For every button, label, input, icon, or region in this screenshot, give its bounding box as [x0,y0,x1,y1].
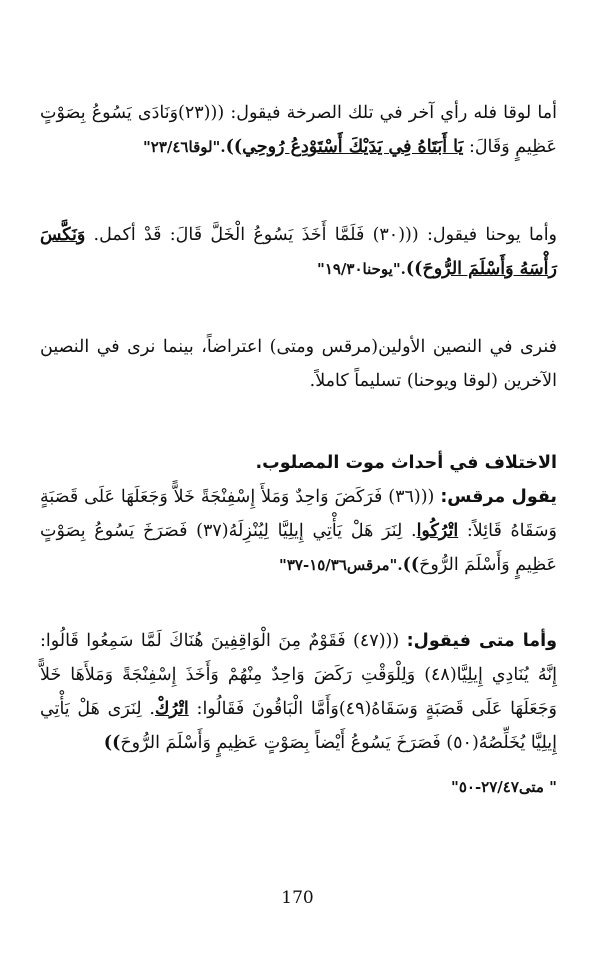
matthew-verse: (٤٧) فَقَوْمٌ مِنَ الْوَاقِفِينَ هُنَاكَ لَمَّا سَمِعُوا قَالُوا: إِنَّهُ يُنَادِي إِيلِيَّا(٤٨) وَلِلْوَقْتِ رَكَضَ وَاحِدٌ مِنْهُمْ وَأَخَذَ إِسْفِنْجَةً وَمَلأَهَا خَلاًّ وَجَعَلَهَا عَلَى قَصَبَةٍ وَسَقَاهُ(٤٩)وَأَمَّا الْبَاقُونَ فَقَالُوا: [40,631,558,719]
mark-speaker: يقول مرقس: [440,487,557,507]
mark-underlined-word: اتْرُكُوا [416,521,459,541]
page-number: 170 [281,888,314,908]
matthew-open: (( [385,631,407,651]
section-heading: الاختلاف في أحداث موت المصلوب. [255,453,557,473]
mark-rest: . لِنَرَ هَلْ يَأْتِي إِيلِيَّا لِيُنْزِلَهُ(٣٧) فَصَرَخَ يَسُوعُ بِصَوْتٍ عَظِيمٍ وَأَسْلَمَ الرُّوحَ [40,521,557,575]
matthew-rest: . لِنَرَى هَلْ يَأْتِي إِيلِيَّا يُخَلِّصُهُ(٥٠) فَصَرَخَ يَسُوعُ أَيْضاً بِصَوْتٍ عَظِيمٍ وَأَسْلَمَ الرُّوحَ [40,699,557,753]
mark-close: )) [402,555,420,575]
matthew-reference: " متى٢٧/٤٧-٥٠" [450,778,557,796]
comparison-text: فنرى في النصين الأولين(مرقس ومتى) اعتراضاً، بينما نرى في النصين الآخرين (لوقا ويوحنا) تسليماً كاملاً. [40,337,557,391]
luke-close: )) [225,137,243,157]
mark-open: (( [420,487,441,507]
mark-verse: (٣٦) فَرَكَضَ وَاحِدٌ وَمَلأَ إِسْفِنْجَةً خَلاًّ وَجَعَلَهَا عَلَى قَصَبَةٍ وَسَقَاهُ قَائِلاً: [40,487,557,541]
john-intro: وأما يوحنا فيقول: (( [405,225,558,245]
luke-underlined-quote: يَا أَبَتَاهُ فِي يَدَيْكَ أَسْتَوْدِعُ رُوحِي [242,137,464,157]
luke-reference: ."لوقا٢٣/٤٦" [142,138,226,156]
mark-reference: ."مرقس١٥/٣٦-٣٧" [279,556,403,574]
john-verse: (٣٠) فَلَمَّا أَخَذَ يَسُوعُ الْخَلَّ قَالَ: قَدْ أكمل. [85,225,406,245]
matthew-speaker: وأما متى فيقول: [406,631,557,651]
paragraph-comparison [40,330,557,398]
john-close: )) [405,259,423,279]
paragraph-luke [40,96,557,164]
john-reference: ."يوحنا١٩/٣٠" [316,260,406,278]
paragraph-mark [40,480,557,582]
paragraph-john [40,218,557,286]
luke-verse: (٢٣)وَنَادَى يَسُوعُ بِصَوْتٍ عَظِيمٍ وَقَالَ: [40,103,557,157]
matthew-close: )) [103,733,121,753]
paragraph-matthew [40,624,557,760]
luke-intro: أما لوقا فله رأي آخر في تلك الصرخة فيقول: (( [210,103,557,123]
matthew-underlined-word: اتْرُكْ [154,699,189,719]
john-underlined-quote: وَنَكَّسَ رَأْسَهُ وَأَسْلَمَ الرُّوحَ [40,225,557,279]
